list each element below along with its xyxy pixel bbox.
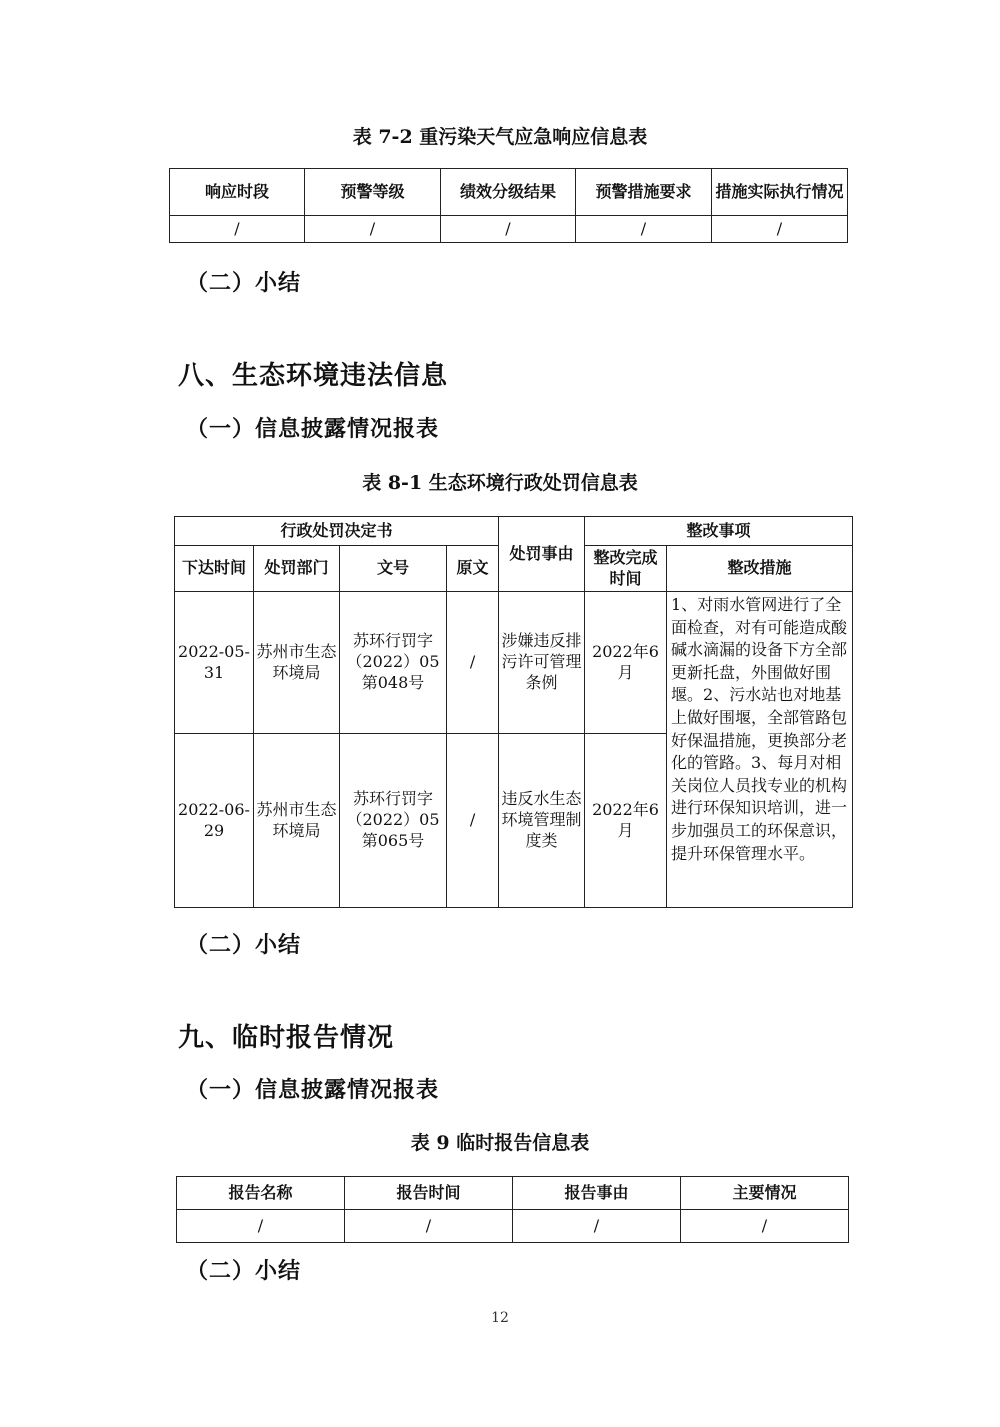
section-9-title: 九、临时报告情况 <box>178 1023 395 1053</box>
table-9 <box>176 1176 849 1243</box>
table-header-cell: 原文 <box>447 546 499 592</box>
table-cell: 苏州市生态环境局 <box>254 592 340 734</box>
table-cell: / <box>447 734 499 908</box>
table-header-cell: 报告事由 <box>513 1177 681 1210</box>
table-header-cell: 整改措施 <box>667 546 853 592</box>
table-header-cell: 预警等级 <box>305 169 441 216</box>
rectify-measures-cell: 1、对雨水管网进行了全面检查，对有可能造成酸碱水滴漏的设备下方全部更新托盘，外围做好围堰。2、污水站也对地基上做好围堰，全部管路包好保温措施，更换部分老化的管路。3、每月对相关岗位人员找专业的机构进行环保知识培训，进一步加强员工的环保意识，提升环保管理水平。 <box>667 592 853 908</box>
table-7-2 <box>169 168 848 243</box>
table-cell: 2022年6月 <box>585 592 667 734</box>
summary-heading-8: （二）小结 <box>186 932 302 958</box>
table-cell: / <box>513 1210 681 1243</box>
summary-heading-7: （二）小结 <box>186 270 302 296</box>
table-cell: / <box>170 216 305 243</box>
group-header-decision: 行政处罚决定书 <box>175 517 499 546</box>
table-cell: 违反水生态环境管理制度类 <box>499 734 585 908</box>
section-8-sub-heading: （一）信息披露情况报表 <box>186 416 440 442</box>
table-header-cell: 绩效分级结果 <box>441 169 576 216</box>
table-cell: / <box>345 1210 513 1243</box>
table-cell: 苏环行罚字（2022）05第048号 <box>340 592 447 734</box>
table-header-cell: 文号 <box>340 546 447 592</box>
table-cell: / <box>441 216 576 243</box>
table-cell: 苏州市生态环境局 <box>254 734 340 908</box>
table-cell: 涉嫌违反排污许可管理条例 <box>499 592 585 734</box>
table-header-cell: 报告名称 <box>177 1177 345 1210</box>
section-8-title: 八、生态环境违法信息 <box>178 361 449 391</box>
table-header-cell: 整改完成时间 <box>585 546 667 592</box>
table-header-cell: 处罚部门 <box>254 546 340 592</box>
table-cell: / <box>576 216 712 243</box>
table-header-cell: 预警措施要求 <box>576 169 712 216</box>
table-header-cell: 下达时间 <box>175 546 254 592</box>
table-row <box>175 592 853 734</box>
table-8-1-caption: 表 8-1 生态环境行政处罚信息表 <box>362 472 638 494</box>
table-cell: / <box>177 1210 345 1243</box>
table-header-cell: 报告时间 <box>345 1177 513 1210</box>
table-cell: / <box>447 592 499 734</box>
table-cell: / <box>712 216 848 243</box>
table-7-2-caption: 表 7-2 重污染天气应急响应信息表 <box>352 126 648 148</box>
table-cell: 2022-05-31 <box>175 592 254 734</box>
table-header-cell: 主要情况 <box>681 1177 849 1210</box>
table-cell: 2022年6月 <box>585 734 667 908</box>
page-number: 12 <box>491 1310 509 1326</box>
table-header-cell: 响应时段 <box>170 169 305 216</box>
table-cell: / <box>681 1210 849 1243</box>
table-cell: 2022-06-29 <box>175 734 254 908</box>
header-reason: 处罚事由 <box>499 517 585 592</box>
table-9-caption: 表 9 临时报告信息表 <box>410 1132 590 1154</box>
section-9-sub-heading: （一）信息披露情况报表 <box>186 1077 440 1103</box>
summary-heading-9: （二）小结 <box>186 1258 302 1284</box>
table-cell: / <box>305 216 441 243</box>
table-header-cell: 措施实际执行情况 <box>712 169 848 216</box>
table-cell: 苏环行罚字（2022）05第065号 <box>340 734 447 908</box>
group-header-rectify: 整改事项 <box>585 517 853 546</box>
table-8-1 <box>174 516 853 908</box>
